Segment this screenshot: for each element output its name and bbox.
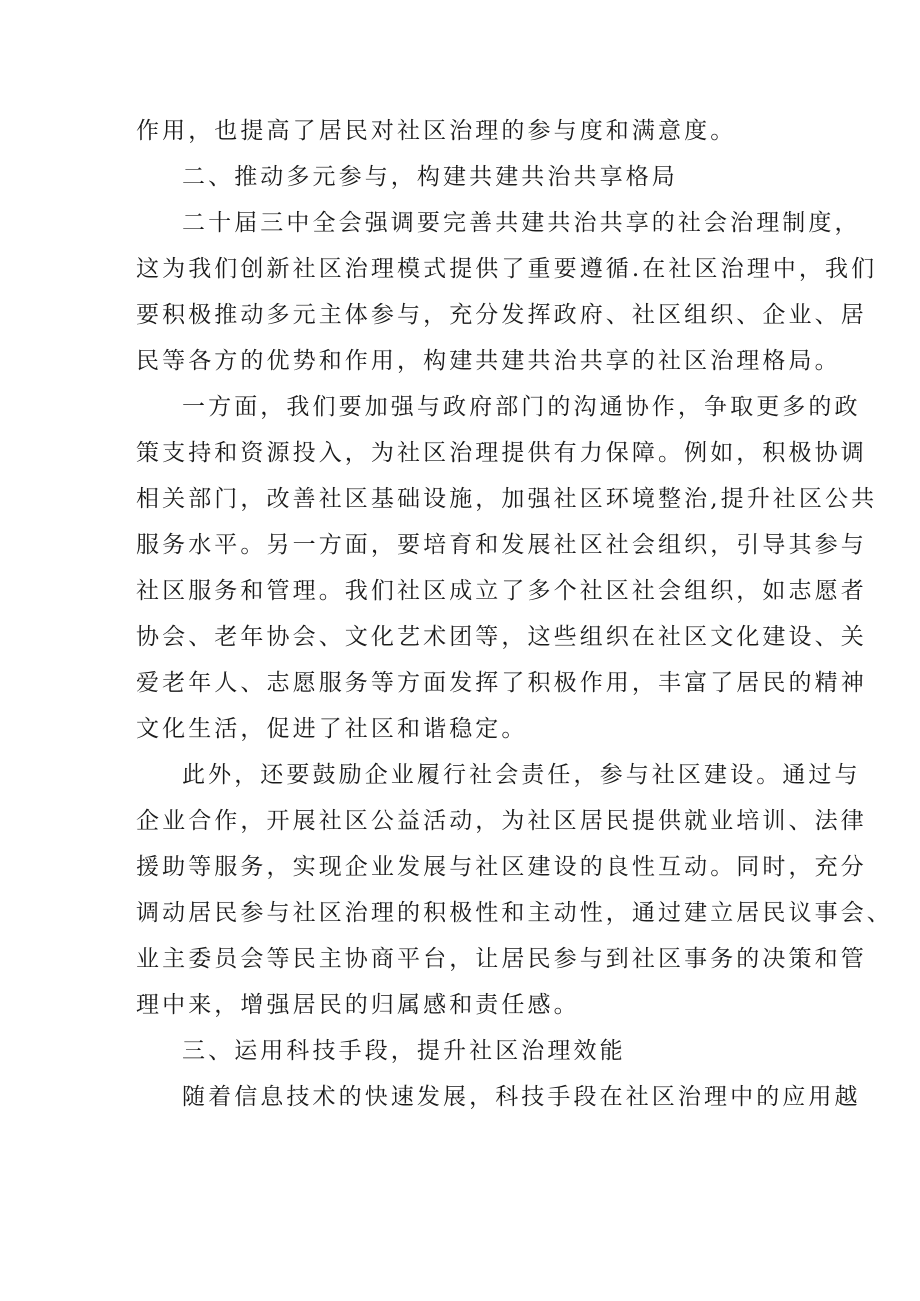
text-line: 爱老年人、志愿服务等方面发挥了积极作用，丰富了居民的精神	[136, 670, 867, 696]
text-line: 业主委员会等民主协商平台，让居民参与到社区事务的决策和管	[136, 946, 867, 972]
section-heading-2: 二、推动多元参与，构建共建共治共享格局	[182, 164, 678, 190]
text-line: 这为我们创新社区治理模式提供了重要遵循.在社区治理中，我们	[136, 256, 878, 282]
text-line: 社区服务和管理。我们社区成立了多个社区社会组织，如志愿者	[136, 578, 867, 604]
text-line: 随着信息技术的快速发展，科技手段在社区治理中的应用越	[182, 1084, 861, 1110]
text-line: 此外，还要鼓励企业履行社会责任，参与社区建设。通过与	[182, 762, 861, 788]
text-line: 调动居民参与社区治理的积极性和主动性，通过建立居民议事会、	[136, 900, 893, 926]
text-line: 理中来，增强居民的归属感和责任感。	[136, 992, 580, 1018]
text-line: 相关部门，改善社区基础设施，加强社区环境整治,提升社区公共	[136, 486, 878, 512]
text-line: 作用，也提高了居民对社区治理的参与度和满意度。	[136, 118, 737, 144]
section-heading-3: 三、运用科技手段，提升社区治理效能	[182, 1038, 626, 1064]
text-line: 要积极推动多元主体参与，充分发挥政府、社区组织、企业、居	[136, 302, 867, 328]
text-line: 协会、老年协会、文化艺术团等，这些组织在社区文化建设、关	[136, 624, 867, 650]
text-line: 文化生活，促进了社区和谐稳定。	[136, 716, 528, 742]
text-line: 援助等服务，实现企业发展与社区建设的良性互动。同时，充分	[136, 854, 867, 880]
text-line: 民等各方的优势和作用，构建共建共治共享的社区治理格局。	[136, 348, 841, 374]
document-body	[136, 108, 893, 1120]
text-line: 服务水平。另一方面，要培育和发展社区社会组织，引导其参与	[136, 532, 867, 558]
text-line: 企业合作，开展社区公益活动，为社区居民提供就业培训、法律	[136, 808, 867, 834]
text-line: 一方面，我们要加强与政府部门的沟通协作，争取更多的政	[182, 394, 861, 420]
text-line: 策支持和资源投入，为社区治理提供有力保障。例如，积极协调	[136, 440, 867, 466]
text-line: 二十届三中全会强调要完善共建共治共享的社会治理制度，	[182, 210, 861, 236]
